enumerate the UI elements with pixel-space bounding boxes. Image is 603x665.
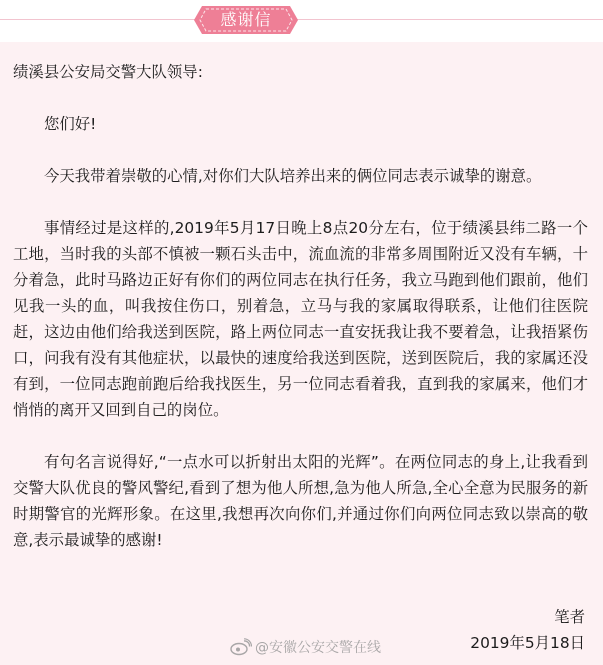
letter-signature-block — [470, 604, 585, 656]
letter-body — [13, 59, 588, 579]
watermark — [230, 637, 381, 657]
letter-paragraph: 今天我带着崇敬的心情,对你们大队培养出来的俩位同志表示诚挚的谢意。 — [44, 167, 542, 185]
letter-recipient: 绩溪县公安局交警大队领导: — [13, 63, 203, 81]
header-divider — [0, 19, 603, 20]
header-strip — [0, 0, 603, 42]
letter-paragraph: 事情经过是这样的,2019年5月17日晚上8点20分左右，位于绩溪县纬二路一个工地，当时我的头部不慎被一颗石头击中，流血流的非常多周围附近又没有车辆，十分着急，此时马路边正好有你们的两位同志在执行任务，我立马跑到他们跟前，他们见我一头的血，叫我按住伤口，别着急，立马与我的家属取得联系，让他们往医院赶，这边由他们给我送到医院，路上两位同志一直安抚我让我不要着急，让我捂紧伤口，问我有没有其他症状，以最快的速度给我送到医院，送到医院后，我的家属还没有到，一位同志跑前跑后给我找医生，另一位同志看着我，直到我的家属来，他们才悄悄的离开又回到自己的岗位。 — [13, 219, 588, 419]
letter-greeting: 您们好! — [44, 115, 97, 133]
title-tag — [192, 4, 300, 36]
letter-paragraph: 有句名言说得好,“一点水可以折射出太阳的光辉”。在两位同志的身上,让我看到交警大队优良的警风警纪,看到了想为他人所想,急为他人所急,全心全意为民服务的新时期警官的光辉形象。在这里,我想再次向你们,并通过你们向两位同志致以崇高的敬意,表示最诚挚的感谢! — [13, 453, 588, 549]
letter-panel — [0, 42, 603, 665]
weibo-icon — [230, 638, 252, 656]
letter-date: 2019年5月18日 — [470, 634, 585, 652]
title-tag-label: 感谢信 — [220, 10, 272, 29]
letter-signature: 笔者 — [554, 608, 585, 626]
watermark-text: @安徽公安交警在线 — [255, 640, 381, 656]
